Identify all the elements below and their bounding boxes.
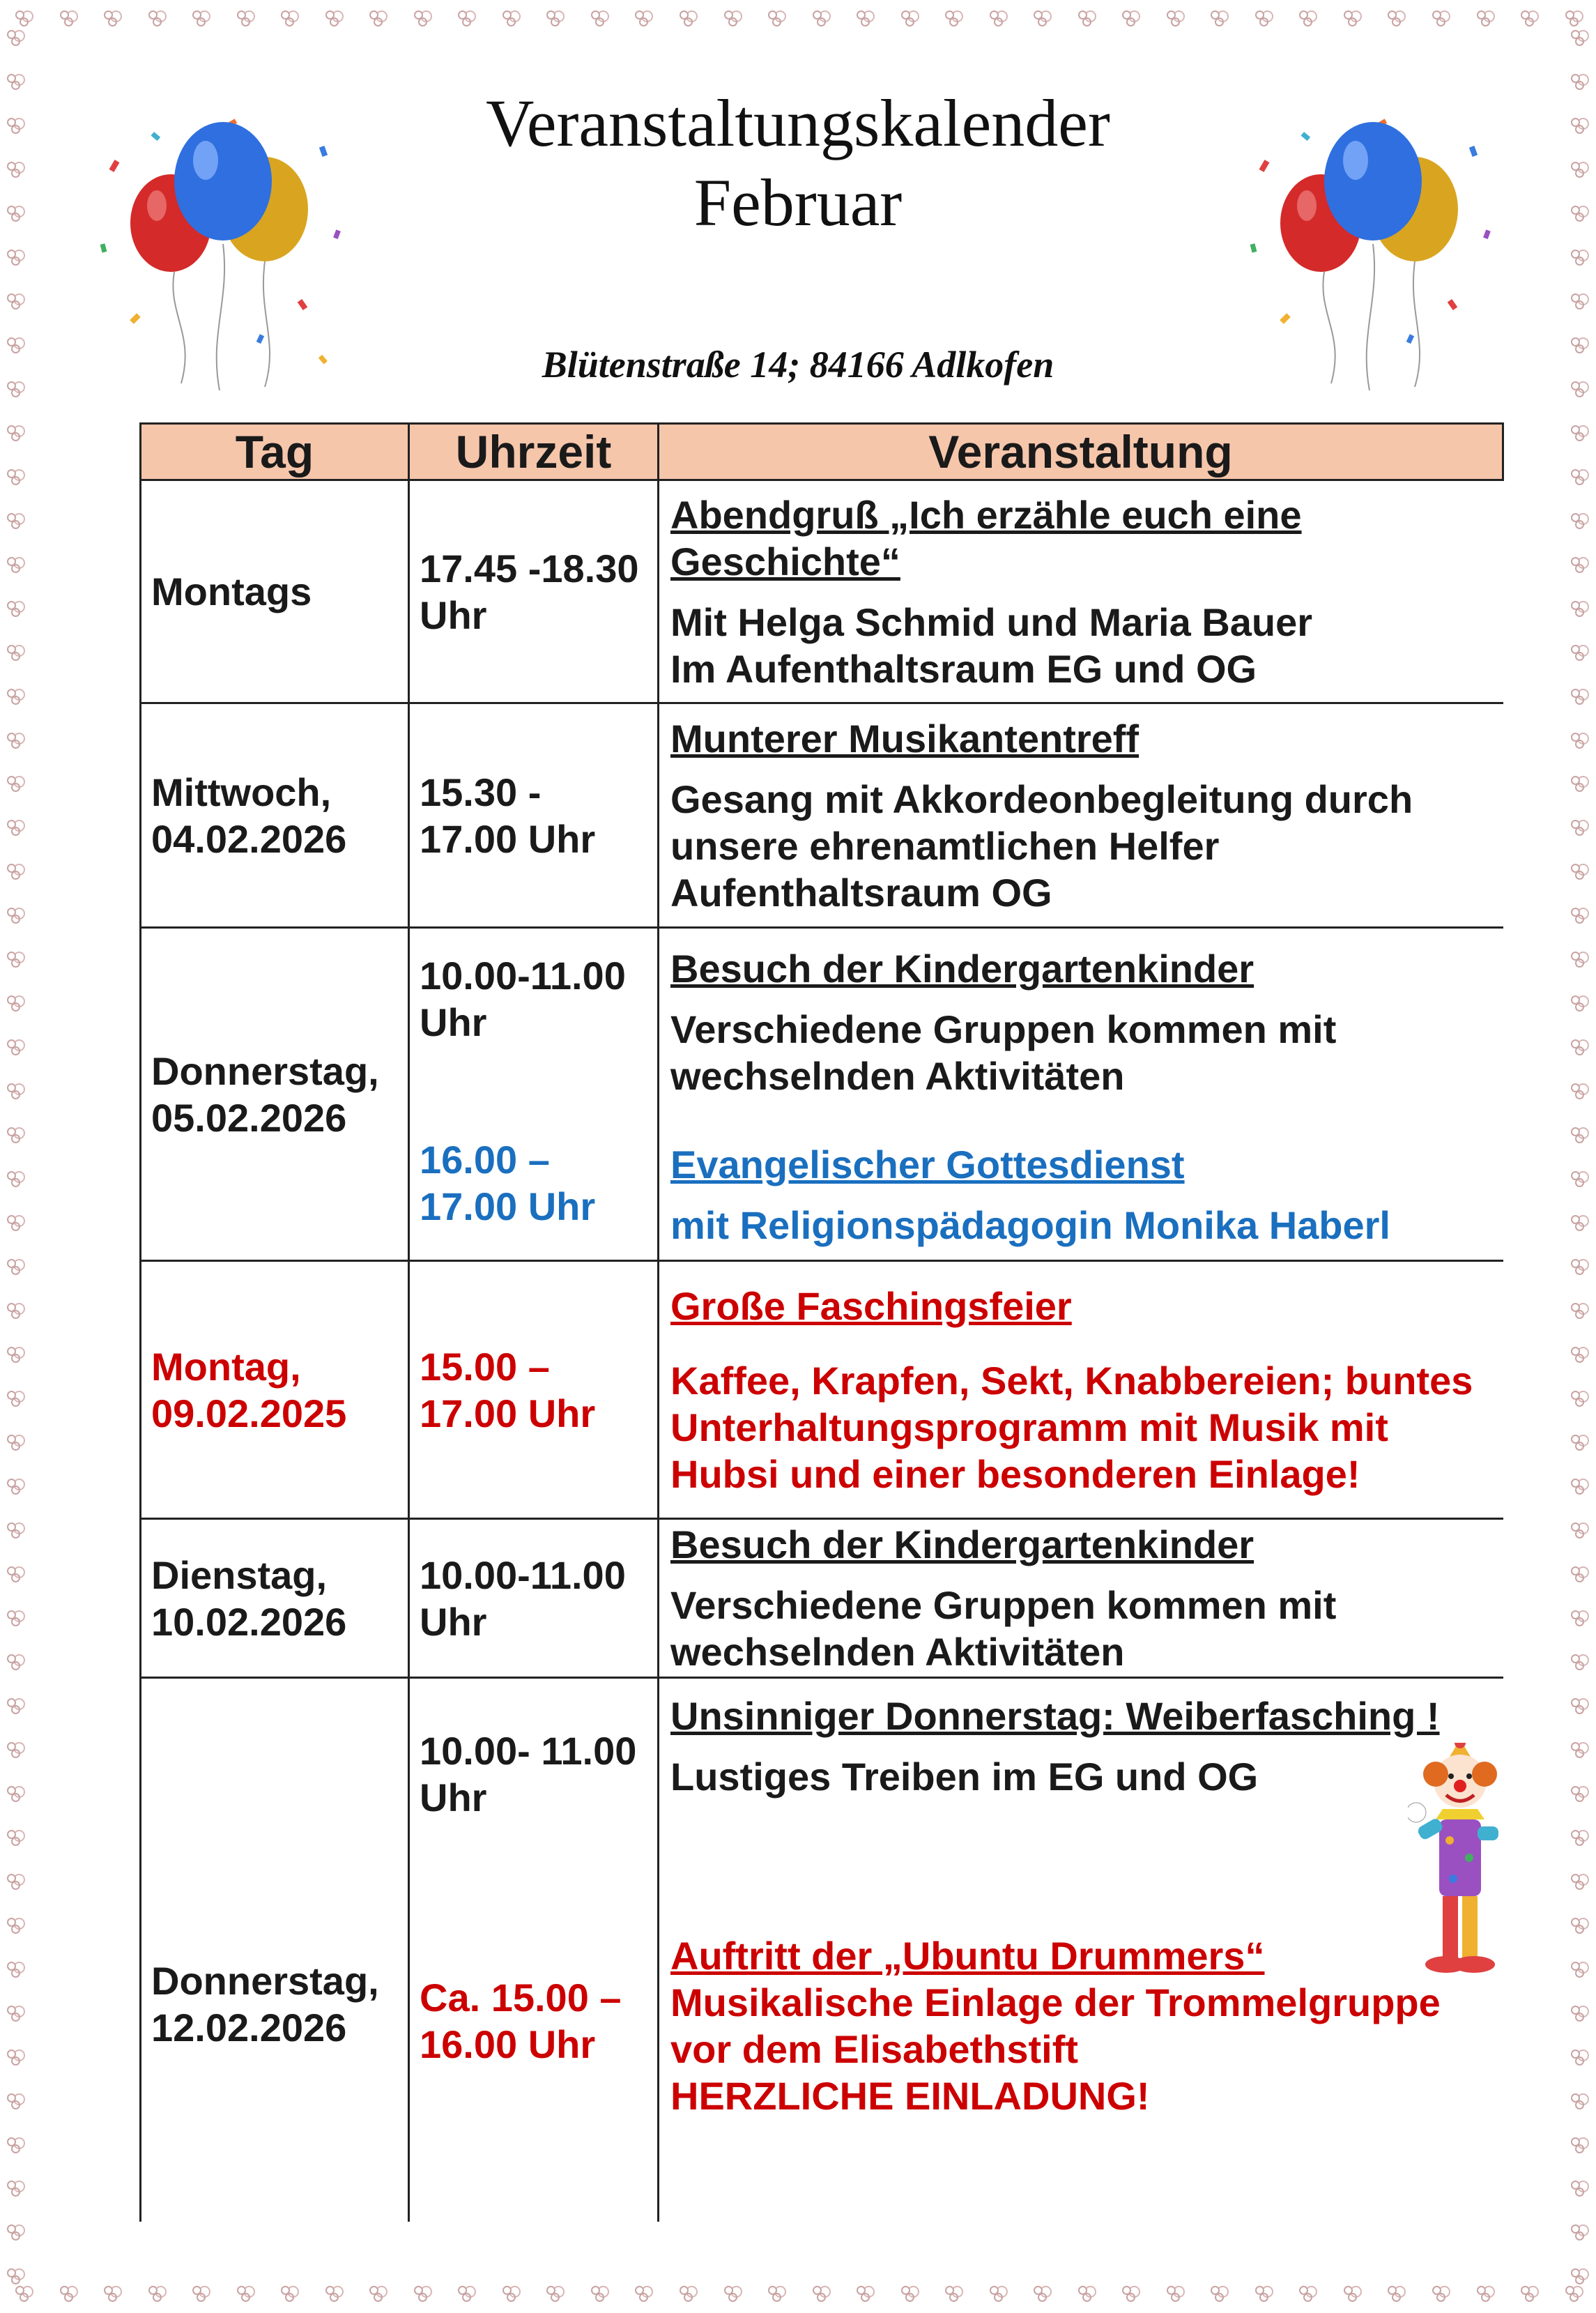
row-time: 10.00-11.00 Uhr [409, 1519, 659, 1678]
event-title-2: Auftritt der „Ubuntu Drummers“ [670, 1934, 1265, 1978]
border-flower-icon [1570, 1872, 1588, 1890]
table-row [141, 1261, 1503, 1519]
border-flower-icon [1570, 1389, 1588, 1407]
border-flower-icon [6, 1081, 24, 1099]
border-flower-icon [6, 2135, 24, 2153]
border-flower-icon [1570, 1828, 1588, 1846]
border-flower-icon [723, 2284, 741, 2302]
border-flower-icon [1298, 2284, 1316, 2302]
row-day: Mittwoch, 04.02.2026 [141, 703, 409, 928]
border-flower-icon [1254, 8, 1272, 26]
border-flower-icon [1570, 28, 1588, 46]
border-flower-icon [1570, 1081, 1588, 1099]
row-day: Donnerstag, 12.02.2026 [141, 1678, 409, 2222]
event-line: Lustiges Treiben im EG und OG [670, 1755, 1259, 1799]
border-flower-icon [501, 8, 519, 26]
border-flower-icon [6, 1125, 24, 1143]
border-flower-icon [236, 2284, 254, 2302]
border-flower-icon [413, 8, 431, 26]
border-flower-icon [6, 1037, 24, 1055]
border-flower-icon [1570, 2003, 1588, 2022]
row-event [659, 480, 1503, 703]
border-flower-icon [1570, 1960, 1588, 1978]
row-day: Montag, 09.02.2025 [141, 1261, 409, 1519]
border-flower-icon [944, 8, 962, 26]
border-flower-icon [6, 818, 24, 836]
border-flower-icon [147, 2284, 165, 2302]
border-flower-icon [6, 774, 24, 792]
event-line: mit Religionspädagogin Monika Haberl [670, 1203, 1390, 1247]
border-flower-icon [6, 731, 24, 749]
border-flower-icon [6, 2047, 24, 2066]
border-flower-icon [6, 1652, 24, 1670]
border-flower-icon [900, 2284, 918, 2302]
border-flower-icon [6, 2222, 24, 2241]
event-title: Große Faschingsfeier [670, 1283, 1072, 1328]
table-row [141, 1678, 1503, 2222]
border-flower-icon [1570, 555, 1588, 573]
border-flower-icon [191, 2284, 209, 2302]
border-flower-icon [6, 599, 24, 617]
border-flower-icon [1570, 1433, 1588, 1451]
border-flower-icon [324, 8, 342, 26]
border-flower-icon [6, 1476, 24, 1495]
border-flower-icon [147, 8, 165, 26]
border-flower-icon [1570, 1652, 1588, 1670]
border-flower-icon [1570, 1257, 1588, 1275]
time-slot-1: 10.00- 11.00 Uhr [420, 1729, 637, 1819]
border-flower-icon [1342, 8, 1360, 26]
border-flower-icon [6, 862, 24, 880]
event-line: Im Aufenthaltsraum EG und OG [670, 646, 1257, 691]
border-flower-icon [1570, 1520, 1588, 1539]
border-flower-icon [6, 2091, 24, 2109]
border-flower-icon [1342, 2284, 1360, 2302]
column-header-event: Veranstaltung [659, 424, 1503, 480]
border-flower-icon [6, 1345, 24, 1363]
border-flower-icon [900, 8, 918, 26]
event-line: Verschiedene Gruppen kommen mit wechselnden Aktivitäten [670, 1583, 1337, 1674]
event-title: Abendgruß „Ich erzähle euch eine Geschichte“ [670, 492, 1302, 583]
border-flower-icon [988, 2284, 1006, 2302]
border-flower-icon [6, 423, 24, 441]
border-flower-icon [1570, 1916, 1588, 1934]
border-flower-icon [1254, 2284, 1272, 2302]
border-flower-icon [1570, 1564, 1588, 1582]
border-flower-icon [1519, 2284, 1537, 2302]
border-flower-icon [1570, 1784, 1588, 1802]
border-flower-icon [6, 1872, 24, 1890]
row-event [659, 1678, 1503, 2222]
border-flower-icon [944, 2284, 962, 2302]
border-flower-icon [6, 1213, 24, 1231]
border-flower-icon [1570, 1301, 1588, 1319]
border-flower-icon [723, 8, 741, 26]
border-flower-icon [6, 1433, 24, 1451]
row-event [659, 1519, 1503, 1678]
border-flower-icon [1570, 2222, 1588, 2241]
border-flower-icon [855, 2284, 873, 2302]
border-flower-icon [324, 2284, 342, 2302]
border-flower-icon [1570, 906, 1588, 924]
border-flower-icon [1570, 949, 1588, 968]
event-title: Munterer Musikantentreff [670, 716, 1140, 761]
border-flower-icon [413, 2284, 431, 2302]
border-flower-icon [6, 1520, 24, 1539]
border-flower-icon [1570, 511, 1588, 529]
event-line: Kaffee, Krapfen, Sekt, Knabbereien; buntes Unterhaltungsprogramm mit Musik mit Hubsi und einer besonderen Einlage! [670, 1358, 1473, 1496]
border-flower-icon [1570, 1608, 1588, 1626]
border-flower-icon [1165, 2284, 1183, 2302]
border-flower-icon [6, 1257, 24, 1275]
row-day: Montags [141, 480, 409, 703]
border-flower-icon [1570, 2047, 1588, 2066]
border-flower-icon [1570, 687, 1588, 705]
border-flower-icon [6, 555, 24, 573]
border-flower-icon [1032, 8, 1050, 26]
border-flower-icon [1570, 2266, 1588, 2284]
event-line: Aufenthaltsraum OG [670, 870, 1052, 915]
border-flower-icon [545, 2284, 563, 2302]
border-flower-icon [6, 1784, 24, 1802]
border-flower-icon [767, 8, 785, 26]
border-flower-icon [1570, 731, 1588, 749]
border-flower-icon [6, 1916, 24, 1934]
border-flower-icon [236, 8, 254, 26]
border-flower-icon [501, 2284, 519, 2302]
border-flower-icon [1570, 818, 1588, 836]
border-flower-icon [6, 2003, 24, 2022]
border-flower-icon [6, 28, 24, 46]
border-flower-icon [1519, 8, 1537, 26]
border-flower-icon [1564, 2284, 1582, 2302]
event-title: Besuch der Kindergartenkinder [670, 1522, 1254, 1566]
border-flower-icon [811, 8, 829, 26]
title-line1: Veranstaltungskalender [486, 86, 1110, 160]
border-flower-icon [678, 2284, 696, 2302]
table-row [141, 928, 1503, 1261]
event-title-2: Evangelischer Gottesdienst [670, 1143, 1185, 1186]
border-flower-icon [1570, 2135, 1588, 2153]
row-time [409, 1678, 659, 2222]
table-row [141, 1519, 1503, 1678]
border-flower-icon [1570, 643, 1588, 661]
border-flower-icon [590, 2284, 608, 2302]
border-flower-icon [1570, 291, 1588, 310]
row-day: Dienstag, 10.02.2026 [141, 1519, 409, 1678]
event-calendar-table [139, 422, 1504, 2222]
border-flower-icon [191, 8, 209, 26]
column-header-day: Tag [141, 424, 409, 480]
border-flower-icon [1570, 1476, 1588, 1495]
border-flower-icon [1570, 1213, 1588, 1231]
time-slot-2: 16.00 – 17.00 Uhr [420, 1138, 596, 1228]
clown-icon [1408, 1743, 1512, 1980]
address: Blütenstraße 14; 84166 Adlkofen [542, 344, 1054, 386]
border-flower-icon [1570, 774, 1588, 792]
row-time [409, 928, 659, 1261]
border-flower-icon [6, 906, 24, 924]
border-flower-icon [1570, 1037, 1588, 1055]
border-flower-icon [988, 8, 1006, 26]
border-flower-icon [767, 2284, 785, 2302]
border-flower-icon [1570, 1696, 1588, 1714]
border-flower-icon [6, 1740, 24, 1758]
border-flower-icon [59, 2284, 77, 2302]
border-flower-icon [368, 8, 386, 26]
border-flower-icon [1386, 2284, 1404, 2302]
column-header-time: Uhrzeit [409, 424, 659, 480]
border-flower-icon [368, 2284, 386, 2302]
border-flower-icon [456, 8, 475, 26]
border-flower-icon [1209, 2284, 1227, 2302]
border-flower-icon [1475, 2284, 1494, 2302]
border-flower-icon [1121, 2284, 1139, 2302]
border-flower-icon [1298, 8, 1316, 26]
border-flower-icon [1475, 8, 1494, 26]
border-flower-icon [279, 8, 298, 26]
border-flower-icon [1570, 2091, 1588, 2109]
border-flower-icon [1077, 8, 1095, 26]
border-flower-icon [1032, 2284, 1050, 2302]
border-flower-icon [456, 2284, 475, 2302]
table-row [141, 480, 1503, 703]
border-flower-icon [1431, 8, 1449, 26]
border-flower-icon [811, 2284, 829, 2302]
border-flower-icon [59, 8, 77, 26]
border-flower-icon [6, 1960, 24, 1978]
border-flower-icon [545, 8, 563, 26]
border-flower-icon [102, 2284, 121, 2302]
row-event [659, 703, 1503, 928]
border-flower-icon [590, 8, 608, 26]
border-flower-icon [6, 1696, 24, 1714]
border-flower-icon [1570, 993, 1588, 1012]
border-flower-icon [634, 8, 652, 26]
border-flower-icon [279, 2284, 298, 2302]
border-flower-icon [1570, 423, 1588, 441]
border-flower-icon [14, 8, 32, 26]
time-slot-1: 10.00-11.00 Uhr [420, 954, 626, 1044]
border-flower-icon [1431, 2284, 1449, 2302]
border-flower-icon [6, 247, 24, 266]
border-flower-icon [6, 1608, 24, 1626]
row-event [659, 928, 1503, 1261]
time-slot-2: Ca. 15.00 – 16.00 Uhr [420, 1976, 622, 2066]
border-flower-icon [14, 2284, 32, 2302]
border-flower-icon [6, 2266, 24, 2284]
border-flower-icon [1570, 247, 1588, 266]
border-flower-icon [1570, 1740, 1588, 1758]
row-time: 17.45 -18.30 Uhr [409, 480, 659, 703]
border-flower-icon [6, 1301, 24, 1319]
row-time: 15.00 – 17.00 Uhr [409, 1261, 659, 1519]
border-flower-icon [1165, 8, 1183, 26]
border-flower-icon [1209, 8, 1227, 26]
event-line: Mit Helga Schmid und Maria Bauer [670, 600, 1313, 644]
border-flower-icon [6, 291, 24, 310]
border-flower-icon [1570, 1125, 1588, 1143]
row-event [659, 1261, 1503, 1519]
border-flower-icon [1570, 862, 1588, 880]
border-flower-icon [1570, 467, 1588, 485]
border-flower-icon [678, 8, 696, 26]
border-flower-icon [1386, 8, 1404, 26]
border-flower-icon [6, 643, 24, 661]
border-flower-icon [1077, 2284, 1095, 2302]
border-flower-icon [6, 993, 24, 1012]
border-flower-icon [6, 511, 24, 529]
event-line: HERZLICHE EINLADUNG! [670, 2074, 1150, 2118]
row-time: 15.30 - 17.00 Uhr [409, 703, 659, 928]
event-title: Unsinniger Donnerstag: Weiberfasching ! [670, 1694, 1440, 1738]
border-flower-icon [6, 1564, 24, 1582]
border-flower-icon [6, 949, 24, 968]
table-row [141, 703, 1503, 928]
event-title: Besuch der Kindergartenkinder [670, 947, 1254, 991]
border-flower-icon [1570, 1345, 1588, 1363]
table-header-row [141, 424, 1503, 480]
border-flower-icon [1570, 599, 1588, 617]
border-flower-icon [1570, 2178, 1588, 2197]
border-flower-icon [6, 687, 24, 705]
border-flower-icon [1570, 1169, 1588, 1187]
border-flower-icon [6, 467, 24, 485]
border-flower-icon [6, 2178, 24, 2197]
border-flower-icon [6, 1169, 24, 1187]
title-line2: Februar [693, 165, 903, 240]
border-flower-icon [634, 2284, 652, 2302]
page-title [0, 84, 1596, 243]
event-line: Verschiedene Gruppen kommen mit wechselnden Aktivitäten [670, 1007, 1337, 1098]
border-flower-icon [6, 1828, 24, 1846]
border-flower-icon [1564, 8, 1582, 26]
row-day: Donnerstag, 05.02.2026 [141, 928, 409, 1261]
border-flower-icon [6, 1389, 24, 1407]
event-line: Musikalische Einlage der Trommelgruppe vor dem Elisabethstift [670, 1980, 1441, 2071]
border-flower-icon [1121, 8, 1139, 26]
event-line: Gesang mit Akkordeonbegleitung durch unsere ehrenamtlichen Helfer [670, 777, 1413, 868]
border-flower-icon [102, 8, 121, 26]
border-flower-icon [855, 8, 873, 26]
